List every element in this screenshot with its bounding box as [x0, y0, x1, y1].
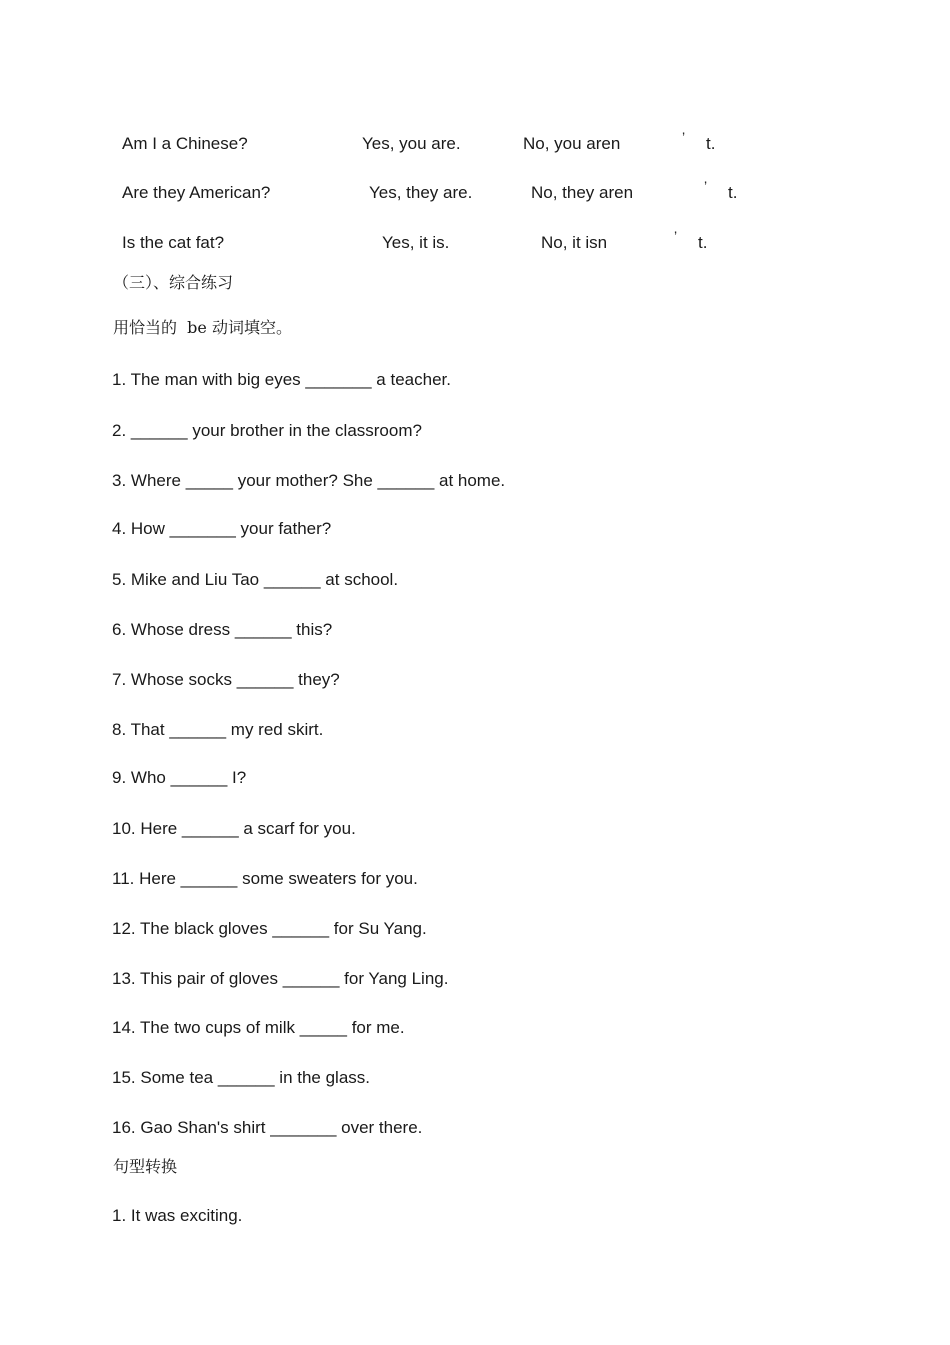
qa-apostrophe: ’: [674, 228, 678, 244]
instruction-text: 用恰当的 be 动词填空。: [113, 318, 292, 337]
qa-apostrophe: ’: [682, 129, 686, 145]
exercise-item: 14. The two cups of milk _____ for me.: [112, 1018, 405, 1037]
exercise-item: 4. How _______ your father?: [112, 519, 332, 538]
qa-no-answer: No, you aren: [523, 134, 621, 153]
qa-apostrophe: ’: [704, 178, 708, 194]
exercise-item: 8. That ______ my red skirt.: [112, 720, 324, 739]
section-title: （三）、综合练习: [113, 273, 234, 292]
qa-yes-answer: Yes, you are.: [362, 134, 461, 153]
qa-question: Are they American?: [122, 183, 271, 202]
exercise-item: 1. The man with big eyes _______ a teacher.: [112, 370, 451, 389]
exercise-item: 16. Gao Shan's shirt _______ over there.: [112, 1118, 423, 1137]
qa-yes-answer: Yes, it is.: [382, 233, 450, 252]
exercise-item: 13. This pair of gloves ______ for Yang Ling.: [112, 969, 449, 988]
subsection-title: 句型转换: [113, 1157, 178, 1176]
transform-item: 1. It was exciting.: [112, 1206, 243, 1225]
qa-no-tail: t.: [728, 183, 738, 202]
exercise-item: 9. Who ______ I?: [112, 768, 247, 787]
exercise-item: 5. Mike and Liu Tao ______ at school.: [112, 570, 399, 589]
qa-question: Is the cat fat?: [122, 233, 225, 252]
exercise-item: 7. Whose socks ______ they?: [112, 670, 340, 689]
exercise-item: 12. The black gloves ______ for Su Yang.: [112, 919, 427, 938]
exercise-item: 2. ______ your brother in the classroom?: [112, 421, 422, 440]
qa-no-answer: No, it isn: [541, 233, 608, 252]
exercise-item: 6. Whose dress ______ this?: [112, 620, 333, 639]
exercise-item: 11. Here ______ some sweaters for you.: [112, 869, 418, 888]
qa-no-tail: t.: [706, 134, 716, 153]
qa-no-answer: No, they aren: [531, 183, 634, 202]
exercise-item: 15. Some tea ______ in the glass.: [112, 1068, 371, 1087]
exercise-item: 10. Here ______ a scarf for you.: [112, 819, 356, 838]
qa-question: Am I a Chinese?: [122, 134, 248, 153]
qa-yes-answer: Yes, they are.: [369, 183, 473, 202]
qa-no-tail: t.: [698, 233, 708, 252]
exercise-item: 3. Where _____ your mother? She ______ at home.: [112, 471, 506, 490]
